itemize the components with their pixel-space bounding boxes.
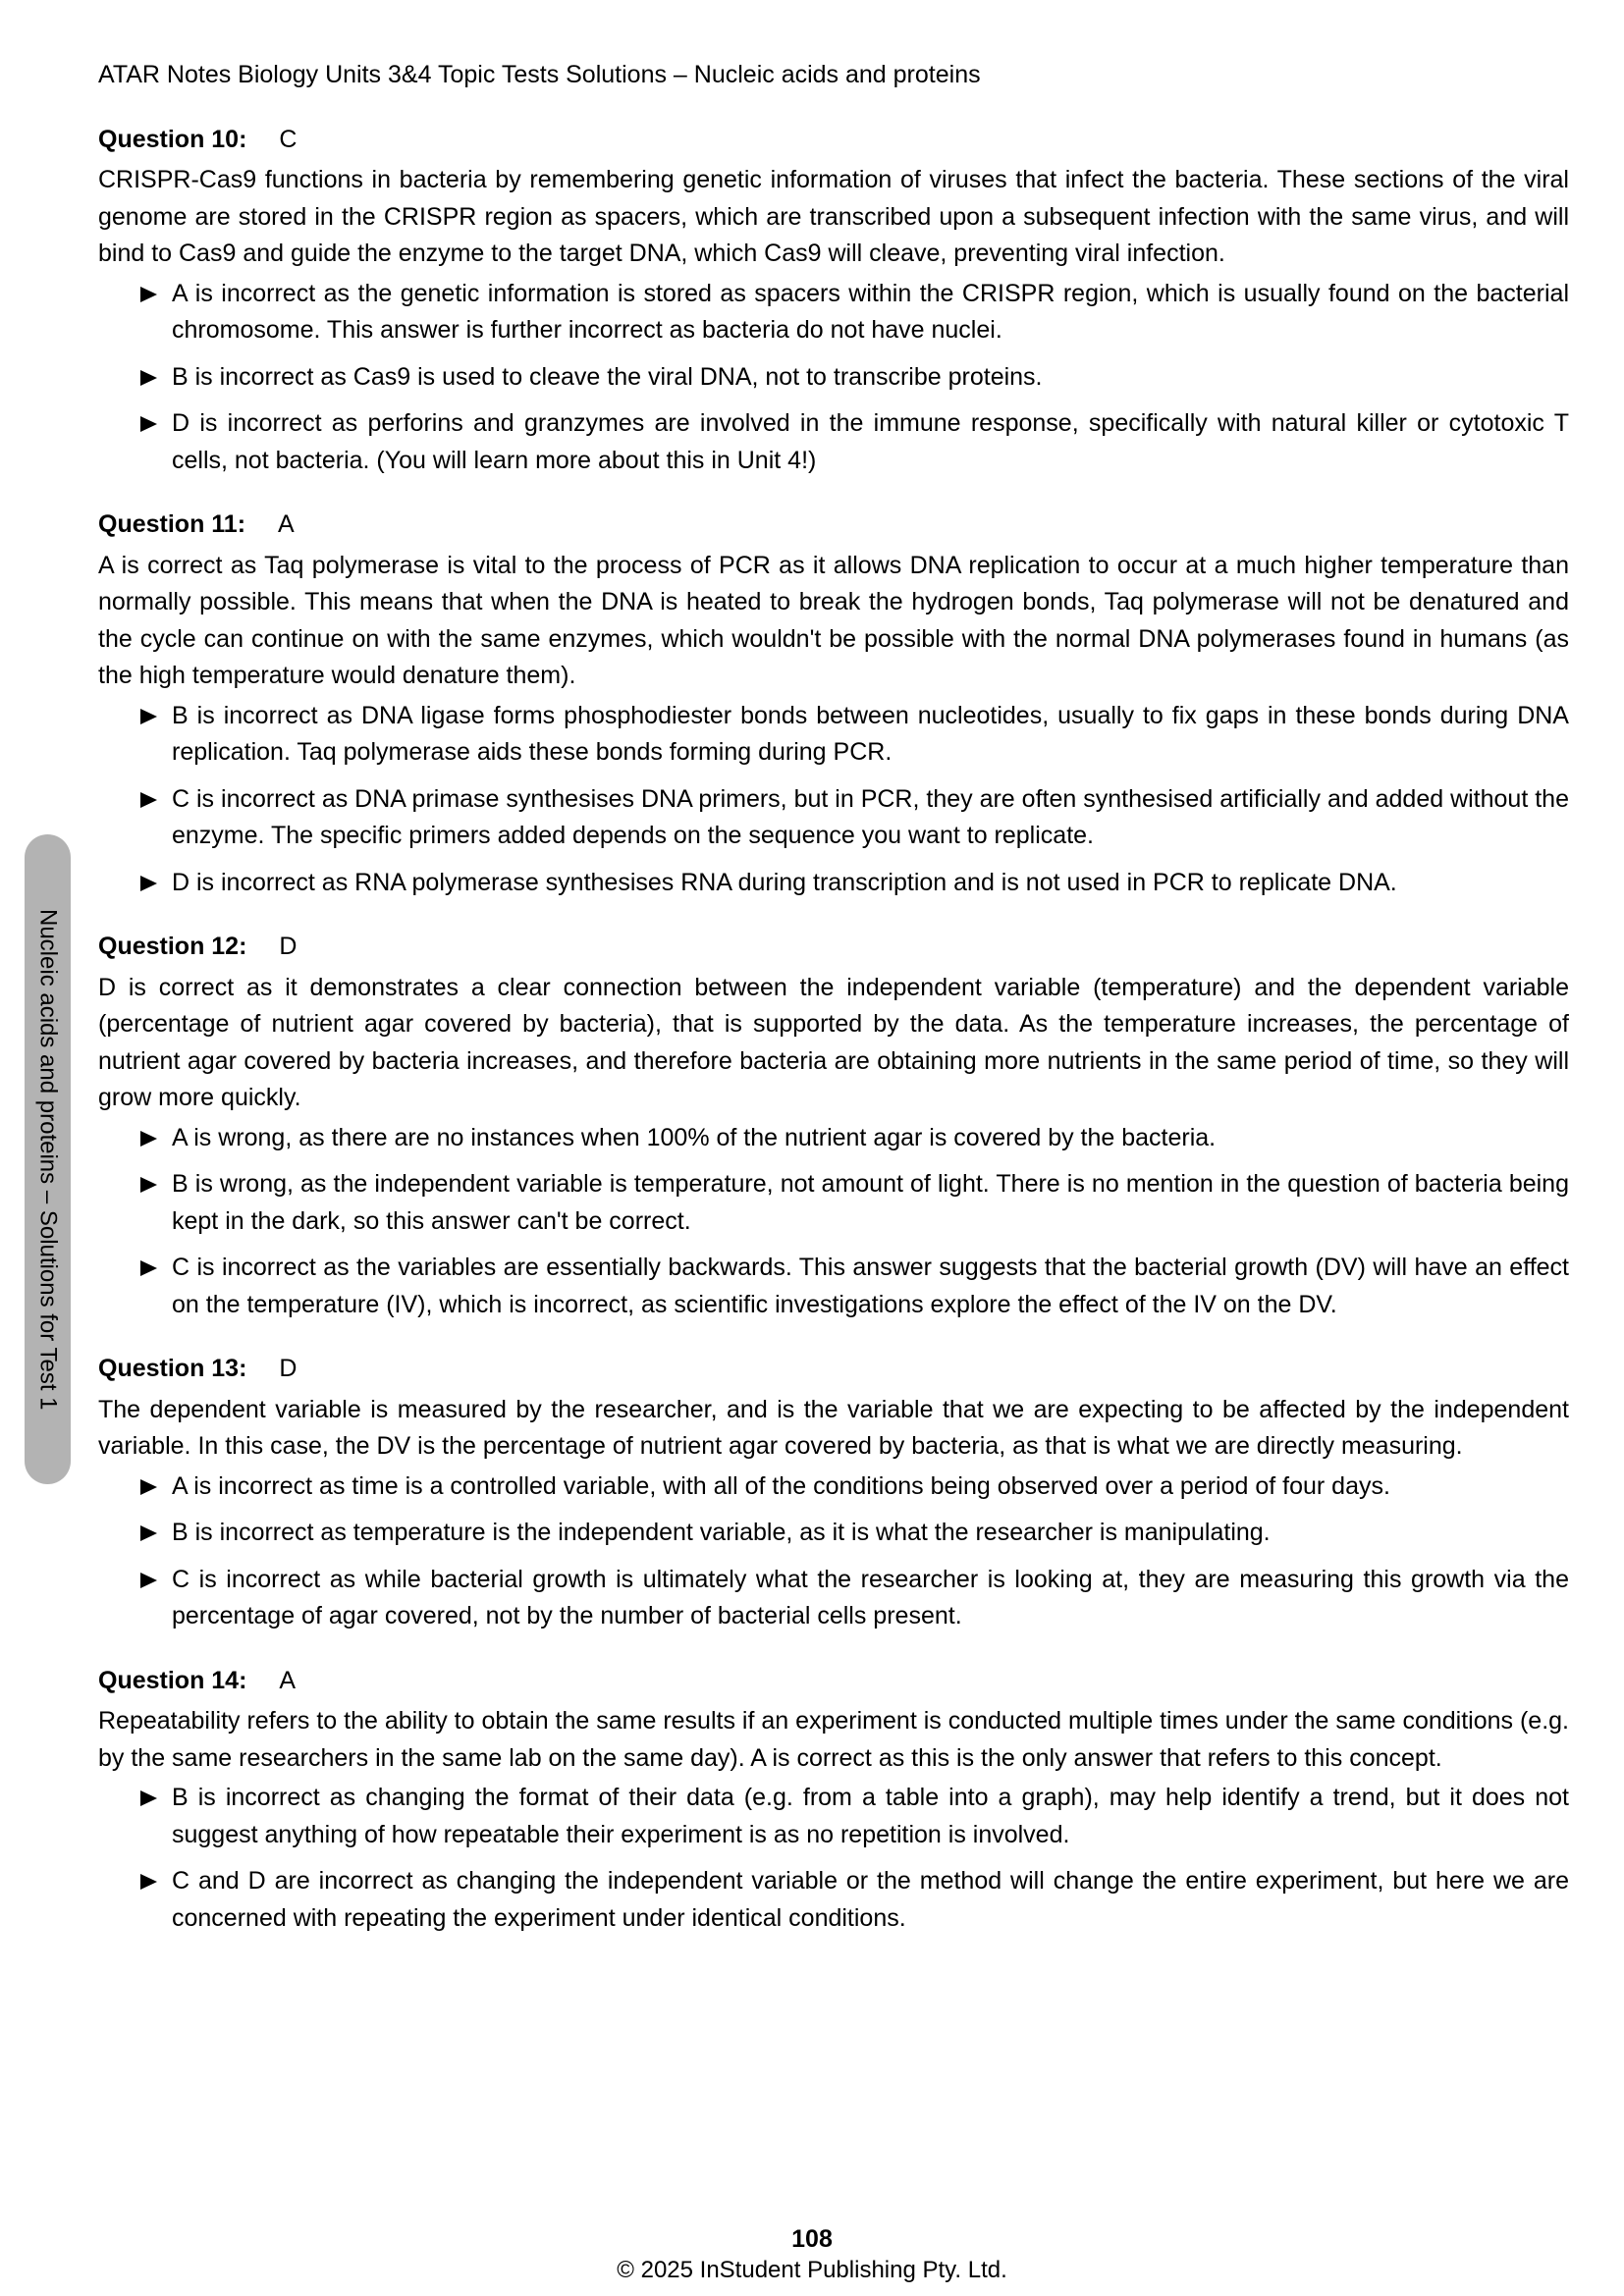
bullet-text: A is incorrect as the genetic information is stored as spacers within the CRISPR region, which is usually found on the bacterial chromosome. This answer is further incorrect as bacteria do not have nuclei. — [172, 279, 1569, 344]
question-label: Question 11: — [98, 510, 246, 538]
bullet-text: B is incorrect as DNA ligase forms phosphodiester bonds between nucleotides, usually to fix gaps in these bonds during DNA replication. Taq polymerase aids these bonds forming during PCR. — [172, 701, 1569, 766]
bullet-triangle-icon — [140, 1131, 157, 1147]
bullet-text: C is incorrect as DNA primase synthesises DNA primers, but in PCR, they are often synthesised artificially and added without the enzyme. The specific primers added depends on the sequence you want to replicate. — [172, 784, 1569, 849]
answer-bullet-list — [98, 1468, 1569, 1635]
answer-bullet-item — [98, 276, 1569, 349]
question-explanation: A is correct as Taq polymerase is vital to the process of PCR as it allows DNA replication to occur at a much higher temperature than normally possible. This means that when the DNA is heated to break the hydrogen bonds, Taq polymerase will not be denatured and the cycle can continue on with the same enzymes, which wouldn't be possible with the normal DNA polymerases found in humans (as the high temperature would denature them). — [98, 551, 1569, 689]
answer-letter: A — [279, 1666, 297, 1694]
question-10-block — [98, 122, 1569, 480]
page-footer — [0, 2223, 1624, 2286]
question-14-block — [98, 1663, 1569, 1938]
page-number: 108 — [791, 2225, 833, 2253]
question-label: Question 14: — [98, 1666, 247, 1694]
answer-bullet-item — [98, 781, 1569, 855]
bullet-text: B is incorrect as changing the format of their data (e.g. from a table into a graph), may help identify a trend, but it does not suggest anything of how repeatable their experiment is as no repetition is involved. — [172, 1784, 1569, 1848]
bullet-triangle-icon — [140, 1177, 157, 1193]
question-11-block — [98, 507, 1569, 901]
bullet-triangle-icon — [140, 1525, 157, 1541]
bullet-text: C is incorrect as the variables are essentially backwards. This answer suggests that the bacterial growth (DV) will have an effect on the temperature (IV), which is incorrect, as scientific investigations explore the effect of the IV on the DV. — [172, 1254, 1569, 1318]
bullet-text: D is incorrect as RNA polymerase synthesises RNA during transcription and is not used in PCR to replicate DNA. — [172, 868, 1397, 896]
question-heading — [98, 1351, 1569, 1388]
answer-bullet-list — [98, 1780, 1569, 1937]
bullet-triangle-icon — [140, 876, 157, 891]
bullet-triangle-icon — [140, 416, 157, 432]
question-heading — [98, 929, 1569, 966]
bullet-triangle-icon — [140, 792, 157, 808]
question-label: Question 10: — [98, 125, 247, 153]
answer-bullet-item — [98, 1863, 1569, 1937]
question-explanation: The dependent variable is measured by the researcher, and is the variable that we are expecting to be affected by the independent variable. In this case, the DV is the percentage of nutrient agar covered by bacteria, as that is what we are directly measuring. — [98, 1395, 1569, 1460]
answer-bullet-item — [98, 1250, 1569, 1323]
bullet-text: C and D are incorrect as changing the independent variable or the method will change the entire experiment, but here we are concerned with repeating the experiment under identical conditions. — [172, 1867, 1569, 1932]
bullet-triangle-icon — [140, 370, 157, 386]
answer-bullet-item — [98, 1166, 1569, 1240]
question-13-block — [98, 1351, 1569, 1635]
chapter-side-tab-label: Nucleic acids and proteins – Solutions for Test 1 — [34, 908, 62, 1411]
answer-bullet-item — [98, 359, 1569, 397]
running-header: ATAR Notes Biology Units 3&4 Topic Tests Solutions – Nucleic acids and proteins — [98, 61, 981, 88]
answer-letter: C — [279, 125, 298, 153]
answer-bullet-item — [98, 865, 1569, 902]
bullet-text: B is incorrect as Cas9 is used to cleave the viral DNA, not to transcribe proteins. — [172, 362, 1043, 391]
question-12-block — [98, 929, 1569, 1323]
bullet-text: C is incorrect as while bacterial growth is ultimately what the researcher is looking at, they are measuring this growth via the percentage of agar covered, not by the number of bacterial cells present. — [172, 1565, 1569, 1629]
question-label: Question 13: — [98, 1355, 247, 1382]
question-heading — [98, 1663, 1569, 1700]
question-heading — [98, 122, 1569, 159]
question-explanation: Repeatability refers to the ability to obtain the same results if an experiment is conducted multiple times under the same conditions (e.g. by the same researchers in the same lab on the same day). A is correct as this is the only answer that refers to this concept. — [98, 1707, 1569, 1772]
copyright-notice: © 2025 InStudent Publishing Pty. Ltd. — [617, 2257, 1007, 2283]
answer-bullet-item — [98, 1780, 1569, 1853]
question-explanation: D is correct as it demonstrates a clear connection between the independent variable (temperature) and the dependent variable (percentage of nutrient agar covered by bacteria), that is supported by the data. As the temperature increases, the percentage of nutrient agar covered by bacteria increases, and therefore bacteria are obtaining more nutrients in the same period of time, so they will grow more quickly. — [98, 973, 1569, 1111]
bullet-text: A is wrong, as there are no instances when 100% of the nutrient agar is covered by the bacteria. — [172, 1123, 1217, 1151]
bullet-triangle-icon — [140, 1874, 157, 1890]
question-explanation: CRISPR-Cas9 functions in bacteria by remembering genetic information of viruses that infect the bacteria. These sections of the viral genome are stored in the CRISPR region as spacers, which are transcribed upon a subsequent infection with the same virus, and will bind to Cas9 and guide the enzyme to the target DNA, which Cas9 will cleave, preventing viral infection. — [98, 166, 1569, 267]
answer-bullet-item — [98, 1120, 1569, 1157]
answer-bullet-item — [98, 1468, 1569, 1506]
bullet-text: B is wrong, as the independent variable is temperature, not amount of light. There is no mention in the question of bacteria being kept in the dark, so this answer can't be correct. — [172, 1170, 1569, 1235]
bullet-triangle-icon — [140, 1790, 157, 1806]
bullet-triangle-icon — [140, 709, 157, 724]
answer-bullet-list — [98, 1120, 1569, 1324]
answer-bullet-list — [98, 698, 1569, 902]
bullet-text: B is incorrect as temperature is the independent variable, as it is what the researcher is manipulating. — [172, 1519, 1271, 1546]
bullet-triangle-icon — [140, 1479, 157, 1495]
answer-bullet-item — [98, 698, 1569, 772]
answer-bullet-item — [98, 405, 1569, 479]
question-label: Question 12: — [98, 933, 247, 960]
bullet-triangle-icon — [140, 1260, 157, 1276]
answer-bullet-item — [98, 1515, 1569, 1552]
answer-bullet-item — [98, 1562, 1569, 1635]
chapter-side-tab — [25, 834, 71, 1484]
page-content — [98, 57, 1569, 1937]
bullet-triangle-icon — [140, 287, 157, 302]
answer-bullet-list — [98, 276, 1569, 480]
bullet-text: D is incorrect as perforins and granzymes are involved in the immune response, specifically with natural killer or cytotoxic T cells, not bacteria. (You will learn more about this in Unit 4!) — [172, 409, 1569, 474]
answer-letter: D — [279, 1355, 298, 1382]
bullet-triangle-icon — [140, 1573, 157, 1588]
answer-letter: D — [279, 933, 298, 960]
answer-letter: A — [278, 510, 295, 538]
bullet-text: A is incorrect as time is a controlled variable, with all of the conditions being observed over a period of four days. — [172, 1471, 1390, 1500]
question-heading — [98, 507, 1569, 544]
